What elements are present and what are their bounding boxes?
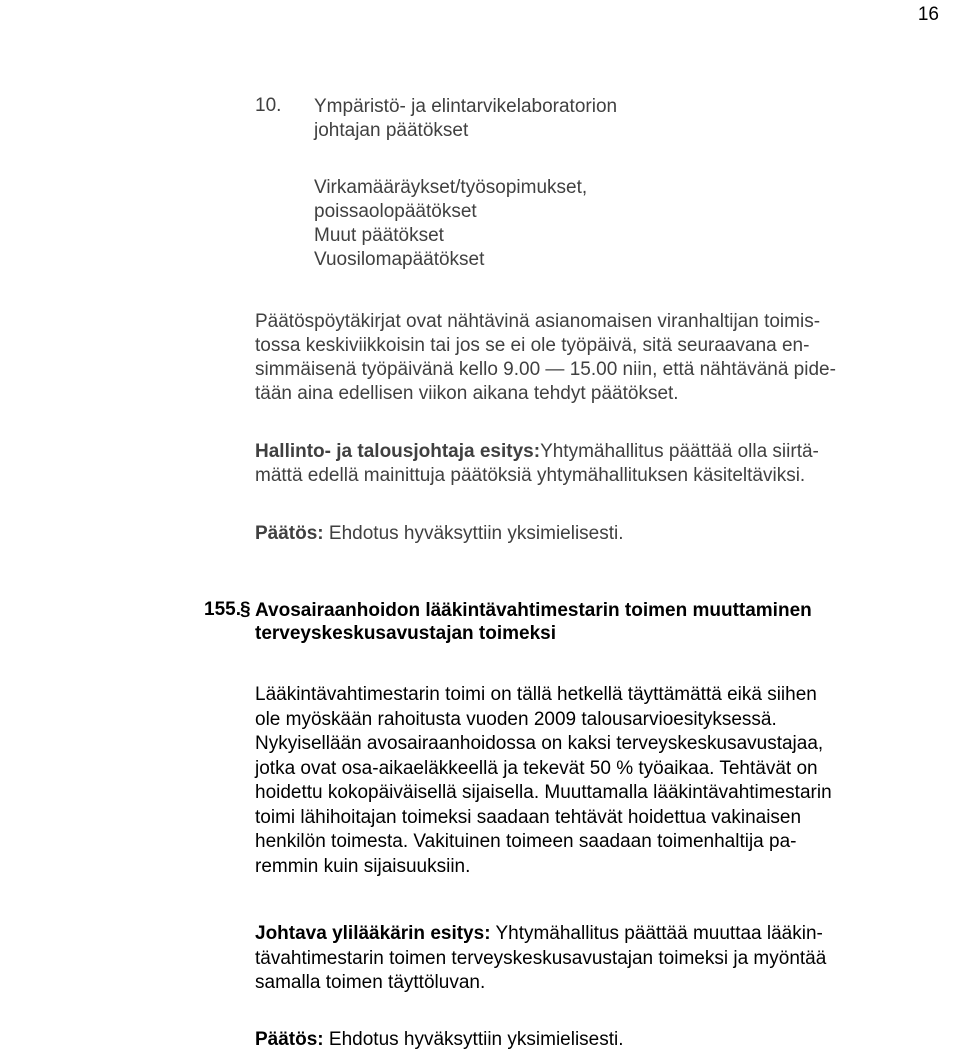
proposal-paragraph (255, 440, 819, 488)
decision-label: Päätös: (255, 523, 324, 544)
section-decision (255, 1029, 624, 1051)
item-title (314, 95, 617, 143)
section-number: 155. (204, 599, 241, 620)
notice-line: tään aina edellisen viikon aikana tehdyt päätökset. (255, 383, 679, 404)
notice-paragraph (255, 310, 836, 406)
notice-line: tossa keskiviikkoisin tai jos se ei ole työpäivä, sitä seuraavana en- (255, 335, 810, 356)
decision-type-item: Vuosilomapäätökset (314, 249, 485, 270)
section-proposal-line: samalla toimen täyttöluvan. (255, 972, 486, 993)
proposal-label: Hallinto- ja talousjohtaja esitys: (255, 441, 541, 462)
decision-type-item: poissaolopäätökset (314, 201, 477, 222)
section-proposal-text: Yhtymähallitus päättää muuttaa lääkin- (490, 923, 823, 944)
body-line: remmin kuin sijaisuuksiin. (255, 855, 471, 877)
body-line: henkilön toimesta. Vakituinen toimeen saadaan toimenhaltija pa- (255, 831, 797, 852)
item-title-line: johtajan päätökset (314, 120, 469, 141)
section-title (255, 599, 812, 645)
item-title-line: Ympäristö- ja elintarvikelaboratorion (314, 96, 618, 117)
body-line: toimi lähihoitajan toimeksi saadaan tehtävät hoidettua vakinaisen (255, 806, 802, 828)
proposal-line: mättä edellä mainittuja päätöksiä yhtymähallituksen käsiteltäviksi. (255, 465, 806, 486)
section-proposal-label: Johtava ylilääkärin esitys: (255, 923, 491, 944)
notice-line: simmäisenä työpäivänä kello 9.00 — 15.00 niin, että nähtävänä pide- (255, 359, 836, 380)
notice-line: Päätöspöytäkirjat ovat nähtävinä asianomaisen viranhaltijan toimis- (255, 311, 821, 332)
section-proposal-line (255, 922, 826, 947)
proposal-text: Yhtymähallitus päättää olla siirtä- (540, 441, 819, 462)
section-proposal (255, 922, 826, 996)
section-decision-label: Päätös: (255, 1029, 324, 1050)
decision-type-list (314, 176, 587, 272)
body-line: hoidettu kokopäiväisellä sijaisella. Muuttamalla lääkintävahtimestarin (255, 782, 832, 803)
body-line: Lääkintävahtimestarin toimi on tällä hetkellä täyttämättä eikä siihen (255, 684, 817, 705)
decision-text: Ehdotus hyväksyttiin yksimielisesti. (323, 523, 624, 544)
item-number: 10. (255, 95, 282, 116)
page-number: 16 (917, 4, 939, 25)
section-symbol: § (240, 599, 251, 620)
section-proposal-line: tävahtimestarin toimen terveyskeskusavustajan toimeksi ja myöntää (255, 947, 827, 969)
body-line: Nykyisellään avosairaanhoidossa on kaksi terveyskeskusavustajaa, (255, 733, 824, 754)
section-body (255, 683, 832, 879)
body-line: jotka ovat osa-aikaeläkkeellä ja tekevät 50 % työaikaa. Tehtävät on (255, 757, 818, 779)
decision-type-item: Virkamääräykset/työsopimukset, (314, 177, 588, 198)
decision-type-item: Muut päätökset (314, 225, 444, 246)
proposal-line (255, 440, 819, 464)
body-line: ole myöskään rahoitusta vuoden 2009 talousarvioesityksessä. (255, 708, 777, 730)
section-title-line: Avosairaanhoidon lääkintävahtimestarin toimen muuttaminen (255, 600, 812, 621)
decision-line (255, 523, 624, 545)
section-decision-text: Ehdotus hyväksyttiin yksimielisesti. (323, 1029, 624, 1050)
section-title-line: terveyskeskusavustajan toimeksi (255, 623, 557, 644)
